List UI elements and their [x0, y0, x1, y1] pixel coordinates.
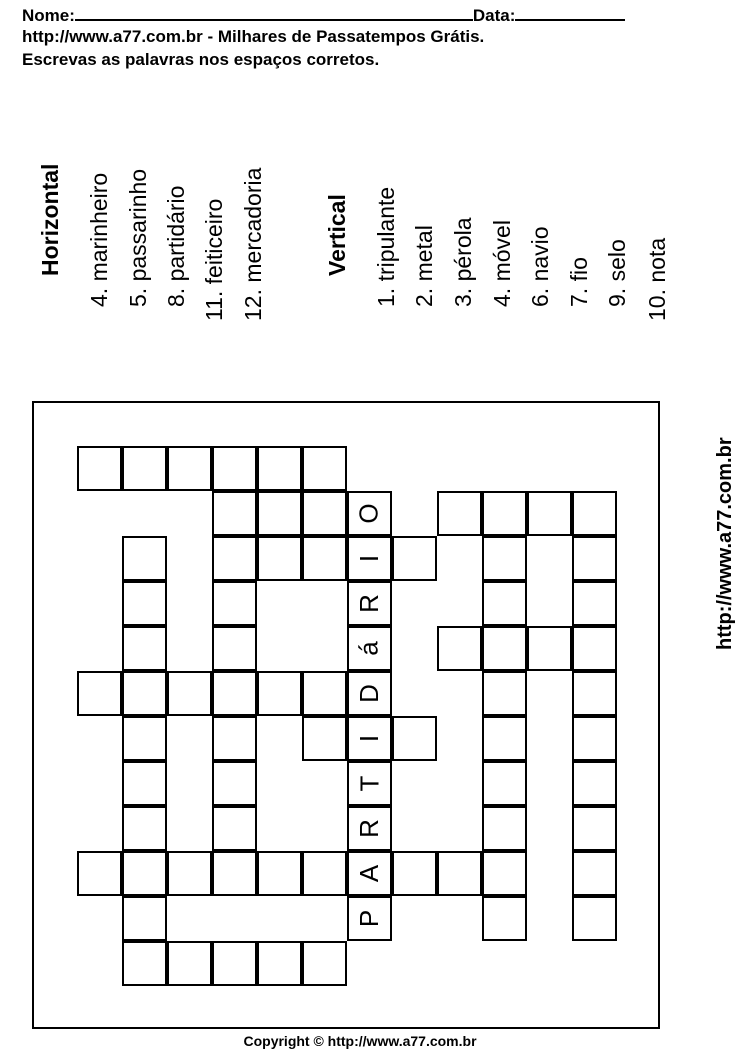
crossword-cell[interactable]	[257, 851, 302, 896]
revealed-letter	[347, 491, 392, 536]
crossword-cell[interactable]	[302, 446, 347, 491]
crossword-cell[interactable]	[212, 446, 257, 491]
crossword-cell[interactable]	[122, 896, 167, 941]
crossword-cell[interactable]	[482, 581, 527, 626]
crossword-cell[interactable]	[572, 536, 617, 581]
revealed-letter	[347, 896, 392, 941]
crossword-cell[interactable]	[572, 491, 617, 536]
crossword-cell[interactable]	[302, 851, 347, 896]
crossword-cell[interactable]	[212, 851, 257, 896]
revealed-letter	[347, 851, 392, 896]
crossword-cell[interactable]	[482, 671, 527, 716]
revealed-letter-text: T	[353, 775, 384, 792]
crossword-cell[interactable]	[392, 851, 437, 896]
crossword-cell[interactable]	[167, 446, 212, 491]
crossword-cell[interactable]	[122, 536, 167, 581]
crossword-cell[interactable]	[482, 536, 527, 581]
crossword-cell[interactable]	[212, 671, 257, 716]
crossword-cell[interactable]	[482, 491, 527, 536]
crossword-cell[interactable]	[482, 626, 527, 671]
horizontal-clue: 8. partidário	[163, 185, 189, 307]
revealed-letter	[347, 671, 392, 716]
crossword-cell[interactable]	[572, 851, 617, 896]
crossword-cell[interactable]	[302, 941, 347, 986]
side-url: http://www.a77.com.br	[714, 437, 736, 650]
site-line: http://www.a77.com.br - Milhares de Passatempos Grátis.	[22, 27, 485, 46]
crossword-cell[interactable]	[77, 446, 122, 491]
horizontal-title: Horizontal	[37, 163, 63, 276]
revealed-letter-text: P	[354, 909, 384, 928]
instruction: Escrevas as palavras nos espaços corretos.	[22, 50, 380, 69]
crossword-cell[interactable]	[572, 761, 617, 806]
crossword-cell[interactable]	[257, 671, 302, 716]
crossword-cell[interactable]	[212, 806, 257, 851]
crossword-cell[interactable]	[77, 671, 122, 716]
revealed-letter-text: O	[353, 503, 384, 524]
vertical-clue: 2. metal	[411, 225, 437, 307]
crossword-cell[interactable]	[482, 806, 527, 851]
crossword-cell[interactable]	[302, 536, 347, 581]
crossword-cell[interactable]	[572, 581, 617, 626]
name-label: Nome:	[22, 6, 75, 25]
crossword-cell[interactable]	[122, 806, 167, 851]
crossword-cell[interactable]	[302, 491, 347, 536]
crossword-cell[interactable]	[482, 761, 527, 806]
revealed-letter	[347, 806, 392, 851]
revealed-letter-text: A	[354, 864, 384, 883]
crossword-cell[interactable]	[122, 716, 167, 761]
crossword-cell[interactable]	[167, 851, 212, 896]
revealed-letter	[347, 536, 392, 581]
crossword-cell[interactable]	[257, 536, 302, 581]
crossword-cell[interactable]	[527, 626, 572, 671]
vertical-clue: 7. fio	[566, 257, 592, 307]
crossword-cell[interactable]	[572, 671, 617, 716]
crossword-cell[interactable]	[392, 716, 437, 761]
crossword-cell[interactable]	[572, 896, 617, 941]
vertical-title: Vertical	[324, 194, 350, 276]
crossword-cell[interactable]	[212, 761, 257, 806]
crossword-cell[interactable]	[212, 491, 257, 536]
vertical-clue: 9. selo	[604, 239, 630, 307]
crossword-cell[interactable]	[257, 941, 302, 986]
revealed-letter	[347, 761, 392, 806]
crossword-cell[interactable]	[122, 581, 167, 626]
revealed-letter-text: D	[354, 684, 384, 703]
crossword-cell[interactable]	[167, 941, 212, 986]
revealed-letter-text: I	[353, 734, 384, 743]
crossword-cell[interactable]	[167, 671, 212, 716]
crossword-cell[interactable]	[122, 626, 167, 671]
crossword-cell[interactable]	[572, 626, 617, 671]
copyright-footer: Copyright © http://www.a77.com.br	[243, 1033, 477, 1049]
revealed-letter	[347, 716, 392, 761]
crossword-cell[interactable]	[527, 491, 572, 536]
revealed-letter-text: á	[354, 641, 384, 656]
crossword-cell[interactable]	[482, 851, 527, 896]
vertical-clue: 4. móvel	[489, 220, 515, 307]
revealed-letter-text: I	[353, 554, 384, 563]
crossword-cell[interactable]	[212, 626, 257, 671]
horizontal-clue: 5. passarinho	[125, 168, 151, 307]
date-label: Data:	[472, 6, 516, 25]
crossword-cell[interactable]	[122, 941, 167, 986]
crossword-cell[interactable]	[437, 626, 482, 671]
crossword-cell[interactable]	[77, 851, 122, 896]
crossword-cell[interactable]	[482, 896, 527, 941]
crossword-cell[interactable]	[122, 761, 167, 806]
vertical-clue: 3. pérola	[450, 217, 476, 307]
horizontal-clue: 11. feiticeiro	[201, 198, 227, 321]
revealed-letter-text: R	[354, 594, 384, 613]
horizontal-clue: 4. marinheiro	[86, 172, 112, 307]
crossword-cell[interactable]	[437, 851, 482, 896]
vertical-clue: 1. tripulante	[373, 186, 399, 307]
revealed-letter	[347, 581, 392, 626]
revealed-letter	[347, 626, 392, 671]
crossword-cell[interactable]	[257, 446, 302, 491]
crossword-cell[interactable]	[302, 716, 347, 761]
crossword-cell[interactable]	[122, 446, 167, 491]
revealed-letter-text: R	[354, 819, 384, 838]
crossword-cell[interactable]	[122, 851, 167, 896]
crossword-cell[interactable]	[302, 671, 347, 716]
horizontal-clue: 12. mercadoria	[240, 167, 266, 321]
crossword-cell[interactable]	[392, 536, 437, 581]
crossword-cell[interactable]	[572, 716, 617, 761]
crossword-cell[interactable]	[122, 671, 167, 716]
crossword-cell[interactable]	[437, 491, 482, 536]
crossword-cell[interactable]	[212, 536, 257, 581]
vertical-clue: 6. navio	[527, 226, 553, 307]
crossword-cell[interactable]	[572, 806, 617, 851]
crossword-cell[interactable]	[212, 581, 257, 626]
crossword-cell[interactable]	[482, 716, 527, 761]
crossword-cell[interactable]	[212, 941, 257, 986]
vertical-clue: 10. nota	[644, 237, 670, 321]
crossword-cell[interactable]	[257, 491, 302, 536]
crossword-cell[interactable]	[212, 716, 257, 761]
